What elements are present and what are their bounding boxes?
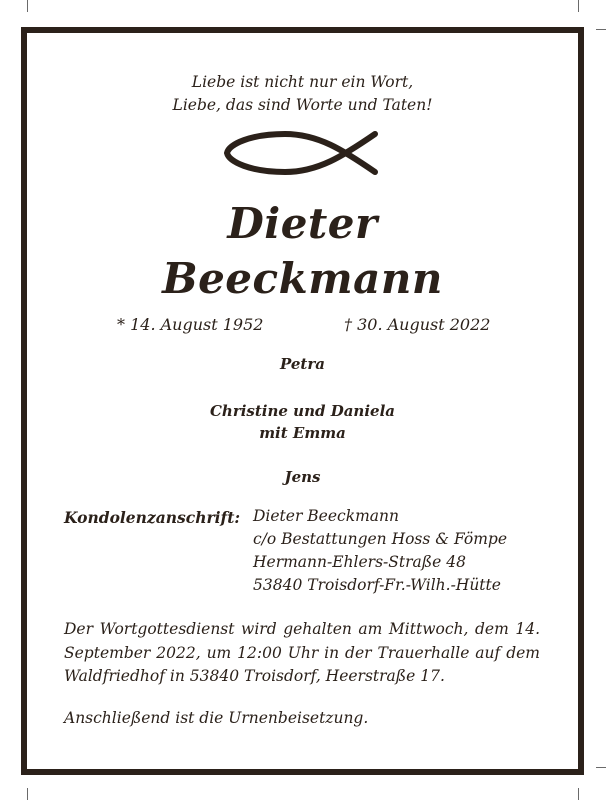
ichthys-fish-icon: [223, 128, 383, 178]
motto-line-2: Liebe, das sind Worte und Taten!: [172, 96, 433, 114]
family-members-children: [27, 400, 578, 444]
family-line-children: Christine und Daniela: [209, 402, 395, 420]
crop-mark-bottom-left: [27, 788, 28, 800]
urn-burial-note: Anschließend ist die Urnenbeisetzung.: [64, 709, 369, 727]
condolence-label: Kondolenzanschrift:: [64, 508, 241, 527]
address-line-1: Dieter Beeckmann: [253, 507, 400, 525]
family-member-jens: Jens: [284, 468, 321, 486]
address-line-3: Hermann-Ehlers-Straße 48: [253, 553, 466, 571]
crop-mark-right-bottom: [596, 767, 606, 768]
deceased-last-name: Beeckmann: [162, 254, 443, 303]
condolence-address: [253, 505, 507, 597]
service-announcement: Der Wortgottesdienst wird gehalten am Mittwoch, dem 14. September 2022, um 12:00 Uhr in der Trauerhalle auf dem Waldfriedhof in 53840 Troisdorf, Heerstraße 17.: [64, 620, 540, 685]
crop-mark-bottom-right: [578, 788, 579, 800]
obituary-content: [27, 33, 578, 769]
birth-date: * 14. August 1952: [117, 315, 264, 334]
address-line-4: 53840 Troisdorf-Fr.-Wilh.-Hütte: [253, 576, 501, 594]
family-member-petra: Petra: [280, 355, 325, 373]
motto-line-1: Liebe ist nicht nur ein Wort,: [191, 73, 414, 91]
obituary-frame: [21, 27, 584, 775]
address-line-2: c/o Bestattungen Hoss & Fömpe: [253, 530, 508, 548]
crop-mark-right-top: [596, 29, 606, 30]
deceased-first-name: Dieter: [227, 199, 378, 248]
crop-mark-top-left: [27, 0, 28, 12]
crop-mark-top-right: [578, 0, 579, 12]
motto: [27, 71, 578, 117]
death-date: † 30. August 2022: [344, 315, 491, 334]
family-line-grandchild: mit Emma: [259, 424, 346, 442]
